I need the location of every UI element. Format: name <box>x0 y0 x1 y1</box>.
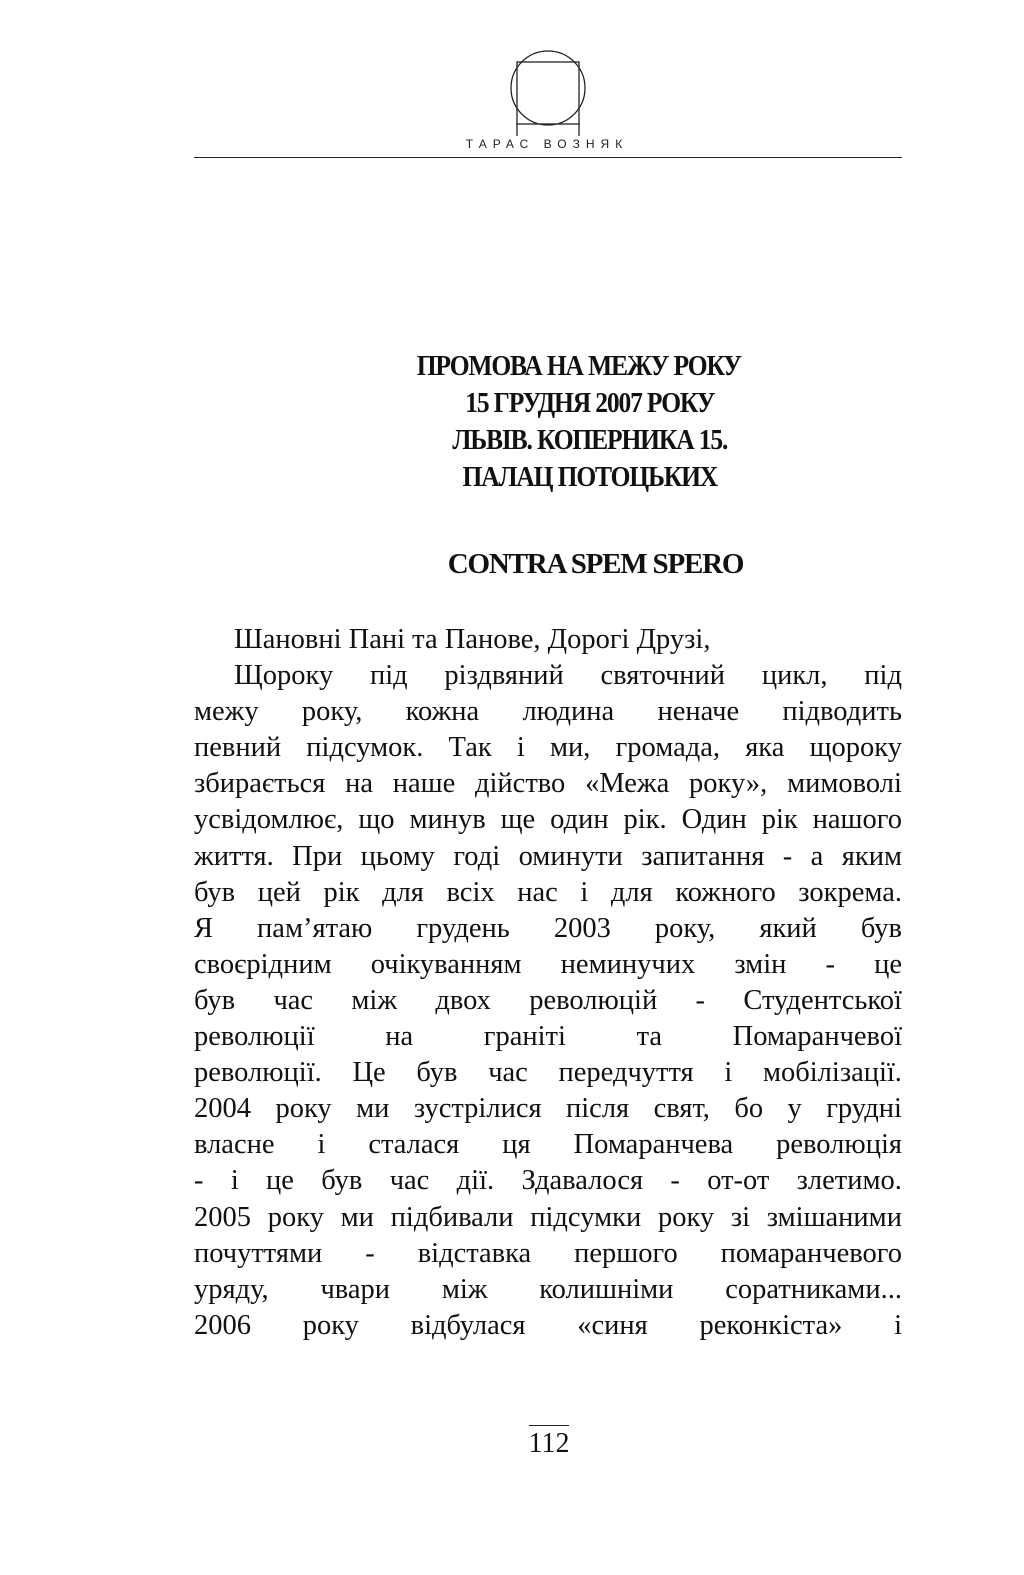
word: першого <box>574 1237 678 1269</box>
word: «синя <box>577 1309 648 1341</box>
word: час <box>488 1057 528 1089</box>
word: При <box>292 840 343 872</box>
word: між <box>351 984 398 1016</box>
word: 2006 <box>194 1309 251 1341</box>
word: цикл, <box>761 660 828 692</box>
word: мимоволі <box>787 768 902 800</box>
page-number <box>0 1428 1024 1460</box>
word: це <box>266 1165 294 1197</box>
word: час <box>273 984 314 1016</box>
title-line: ПРОМОВА НА МЕЖУ РОКУ <box>416 350 741 382</box>
word: усвідомлює, <box>194 804 344 836</box>
word: революція <box>776 1129 902 1161</box>
word: - <box>825 948 835 980</box>
word: неминучих <box>560 948 696 980</box>
word: - <box>670 1165 680 1197</box>
word: щороку <box>809 732 902 764</box>
word: помаранчевого <box>720 1237 902 1269</box>
text-line <box>194 802 902 838</box>
title-line: 15 ГРУДНЯ 2007 РОКУ <box>465 387 715 419</box>
word: певний <box>194 732 282 764</box>
word: наше <box>392 768 456 800</box>
speech-title <box>194 348 902 496</box>
word: колишніми <box>539 1273 674 1305</box>
motto: CONTRA SPEM SPERO <box>447 548 744 580</box>
word: змін <box>734 948 787 980</box>
word: підсумки <box>530 1201 642 1233</box>
word: Так <box>448 732 492 764</box>
word: різдвяний <box>444 660 564 692</box>
word: і <box>516 732 525 764</box>
word: у <box>787 1093 802 1125</box>
word: оминути <box>518 840 623 872</box>
word: був <box>194 984 236 1016</box>
word: яким <box>841 840 902 872</box>
word: що <box>358 804 395 836</box>
word: Це <box>352 1057 386 1089</box>
word: один <box>550 804 609 836</box>
word: 2005 <box>194 1201 251 1233</box>
word: ця <box>502 1129 531 1161</box>
word: злетимо. <box>796 1165 902 1197</box>
word: підводить <box>782 696 902 728</box>
word: ми <box>340 1201 374 1233</box>
word: граніті <box>483 1021 566 1053</box>
word: рік <box>761 804 798 836</box>
word: року», <box>689 768 768 800</box>
word: ми <box>356 1093 390 1125</box>
word: очікуванням <box>370 948 522 980</box>
word: кожна <box>405 696 480 728</box>
text-line <box>194 911 902 947</box>
word: бо <box>734 1093 764 1125</box>
word: дійство <box>475 768 566 800</box>
word: відбулася <box>410 1309 526 1341</box>
word: революції <box>194 1021 315 1053</box>
word: кожного <box>675 876 776 908</box>
text-line <box>194 1091 902 1127</box>
word: зокрема. <box>798 876 902 908</box>
word: - <box>194 1165 204 1197</box>
word: зустрілися <box>413 1093 542 1125</box>
word: всіх <box>446 876 495 908</box>
word: запитання <box>641 840 765 872</box>
word: Помаранчевої <box>732 1021 902 1053</box>
word: ми, <box>550 732 591 764</box>
word: для <box>610 876 653 908</box>
title-line: ПАЛАЦ ПОТОЦЬКИХ <box>462 461 718 493</box>
text-line <box>194 766 902 802</box>
word: от-от <box>707 1165 770 1197</box>
word: і <box>894 1309 902 1341</box>
body-text <box>194 622 902 1344</box>
word: передчуття <box>558 1057 694 1089</box>
word: року, <box>654 912 716 944</box>
word: відставка <box>417 1237 532 1269</box>
text-line <box>194 658 902 694</box>
greeting-line: Шановні Пані та Панове, Дорогі Друзі, <box>234 624 711 655</box>
word: 2004 <box>194 1093 251 1125</box>
word: революції. <box>194 1057 322 1089</box>
word: власне <box>194 1129 275 1161</box>
running-head: ТАРАС ВОЗНЯК <box>465 137 629 151</box>
word: і <box>724 1057 733 1089</box>
word: - <box>365 1237 375 1269</box>
word: збирається <box>194 768 326 800</box>
word: своєрідним <box>194 948 332 980</box>
word: громада, <box>615 732 721 764</box>
word: святочний <box>600 660 726 692</box>
text-line <box>194 1055 902 1091</box>
word: для <box>382 876 424 908</box>
word: годі <box>453 840 501 872</box>
word: свят, <box>653 1093 710 1125</box>
text-line <box>194 694 902 730</box>
word: року <box>302 1309 359 1341</box>
word: цей <box>257 876 301 908</box>
word: чвари <box>320 1273 391 1305</box>
text-line <box>194 1127 902 1163</box>
word: рік <box>323 876 360 908</box>
word: під <box>369 660 408 692</box>
word: а <box>810 840 824 872</box>
word: Здавалося <box>521 1165 644 1197</box>
word: Я <box>194 912 214 944</box>
word: року <box>657 1201 715 1233</box>
text-line <box>194 1272 902 1308</box>
word: життя. <box>194 840 274 872</box>
word: підсумок. <box>306 732 424 764</box>
word: сталася <box>368 1129 460 1161</box>
word: яка <box>745 732 785 764</box>
text-line <box>194 1308 902 1344</box>
text-line <box>194 1200 902 1236</box>
text-line <box>194 983 902 1019</box>
word: нас <box>517 876 558 908</box>
word: «Межа <box>585 768 670 800</box>
word: минув <box>409 804 486 836</box>
word: почуттями <box>194 1237 323 1269</box>
word: реконкіста» <box>699 1309 843 1341</box>
word: час <box>389 1165 430 1197</box>
text-line <box>194 1236 902 1272</box>
word: Щороку <box>234 660 334 692</box>
word: рік. <box>623 804 667 836</box>
header-divider <box>194 157 902 158</box>
word: 2003 <box>553 912 611 944</box>
title-line: ЛЬВІВ. КОПЕРНИКА 15. <box>452 424 728 456</box>
word: на <box>345 768 374 800</box>
text-line <box>194 1163 902 1199</box>
word: на <box>385 1021 414 1053</box>
word: і <box>317 1129 326 1161</box>
word: року <box>275 1093 332 1125</box>
word: був <box>860 912 902 944</box>
word: був <box>416 1057 458 1089</box>
word: мобілізації. <box>762 1057 902 1089</box>
text-line <box>194 730 902 766</box>
word: уряду, <box>194 1273 269 1305</box>
page-number-value: 112 <box>529 1425 570 1459</box>
word: та <box>636 1021 663 1053</box>
word: двох <box>435 984 491 1016</box>
word: Один <box>681 804 747 836</box>
word: між <box>441 1273 488 1305</box>
word: пам’ятаю <box>257 912 373 944</box>
word: - <box>695 984 706 1016</box>
word: Студентської <box>743 984 902 1016</box>
word: межу <box>194 696 259 728</box>
word: соратниками... <box>725 1273 902 1305</box>
word: під <box>864 660 902 692</box>
word: і <box>580 876 589 908</box>
text-line <box>194 875 902 911</box>
word: був <box>321 1165 363 1197</box>
word: грудні <box>826 1093 902 1125</box>
word: ще <box>500 804 536 836</box>
word: змішаними <box>766 1201 902 1233</box>
word: неначе <box>657 696 740 728</box>
word: грудень <box>416 912 510 944</box>
word: нашого <box>812 804 902 836</box>
word: був <box>194 876 236 908</box>
word: цьому <box>360 840 435 872</box>
word: - <box>782 840 793 872</box>
word: це <box>874 948 902 980</box>
word: зі <box>730 1201 751 1233</box>
word: після <box>566 1093 630 1125</box>
word: революцій <box>529 984 658 1016</box>
word: підбивали <box>390 1201 514 1233</box>
text-line <box>194 1019 902 1055</box>
word: людина <box>522 696 615 728</box>
text-line <box>194 947 902 983</box>
word: Помаранчева <box>573 1129 734 1161</box>
word: і <box>230 1165 239 1197</box>
word: який <box>759 912 817 944</box>
text-line <box>194 839 902 875</box>
word: дії. <box>456 1165 495 1197</box>
author-emblem-icon <box>508 48 588 140</box>
word: року, <box>301 696 363 728</box>
word: року <box>267 1201 324 1233</box>
